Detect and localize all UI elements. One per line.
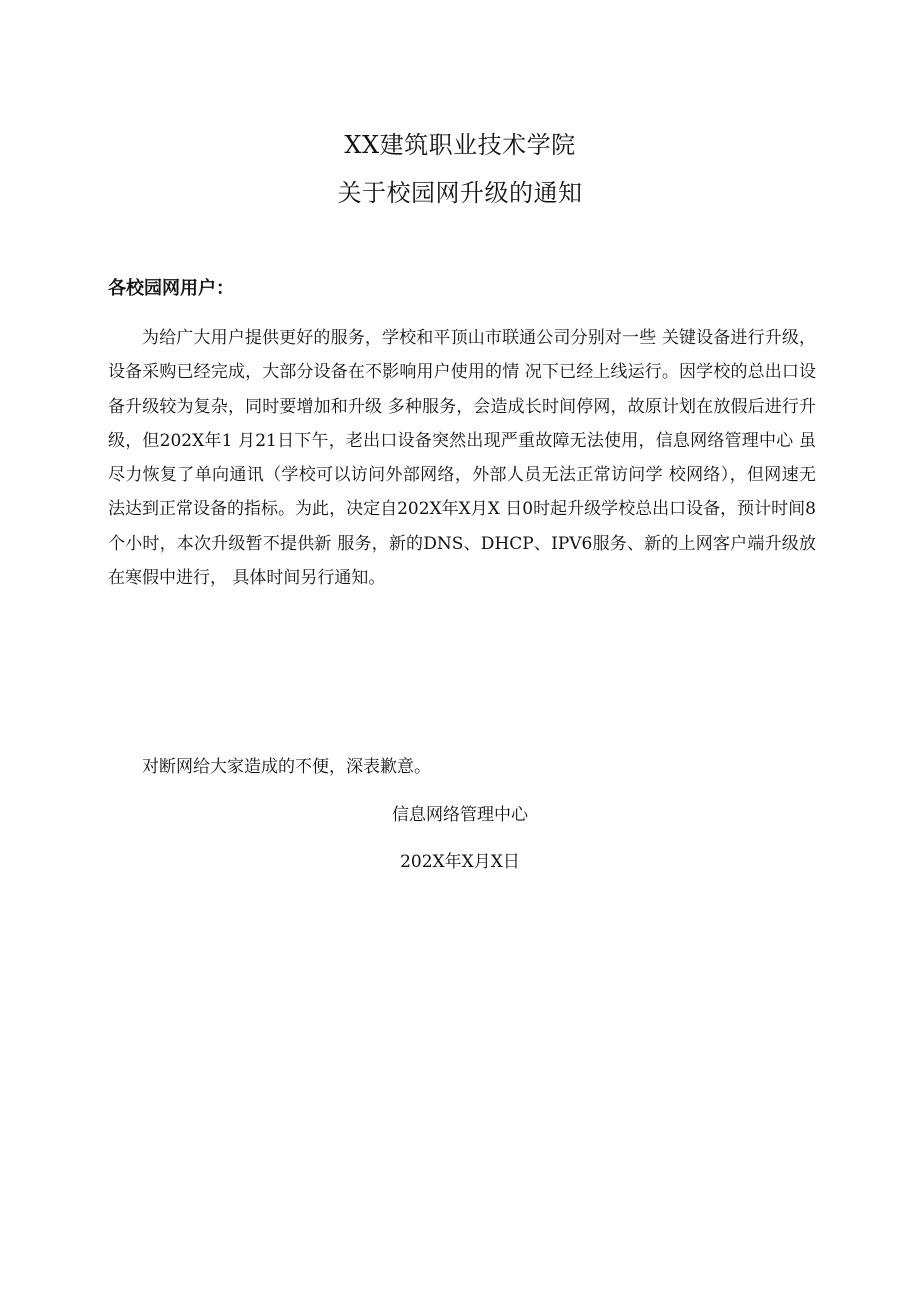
document-subtitle: 关于校园网升级的通知 (337, 179, 583, 207)
signature-organization: 信息网络管理中心 (392, 805, 528, 825)
document-title: XX建筑职业技术学院 (344, 131, 576, 159)
closing-paragraph: 对断网给大家造成的不便，深表歉意。 (142, 757, 431, 777)
body-paragraph: 为给广大用户提供更好的服务，学校和平顶山市联通公司分别对一些 关键设备进行升级，设备采购已经完成，大部分设备在不影响用户使用的情 况下已经上线运行。因学校的总出口设备升级较为复杂，同时要增加和升级 多种服务，会造成长时间停网，故原计划在放假后进行升级，但202X年1 月21日下午，老出口设备突然出现严重故障无法使用，信息网络管理中心 虽尽力恢复了单向通讯（学校可以访问外部网络，外部人员无法正常访问学 校网络），但网速无法达到正常设备的指标。为此，决定自202X年X月X 日0时起升级学校总出口设备，预计时间8个小时，本次升级暂不提供新 服务，新的DNS、DHCP、IPV6服务、新的上网客户端升级放在寒假中进行， 具体时间另行通知。 (108, 328, 816, 589)
signature-date: 202X年X月X日 (400, 852, 520, 872)
salutation: 各校园网用户： (108, 278, 234, 299)
